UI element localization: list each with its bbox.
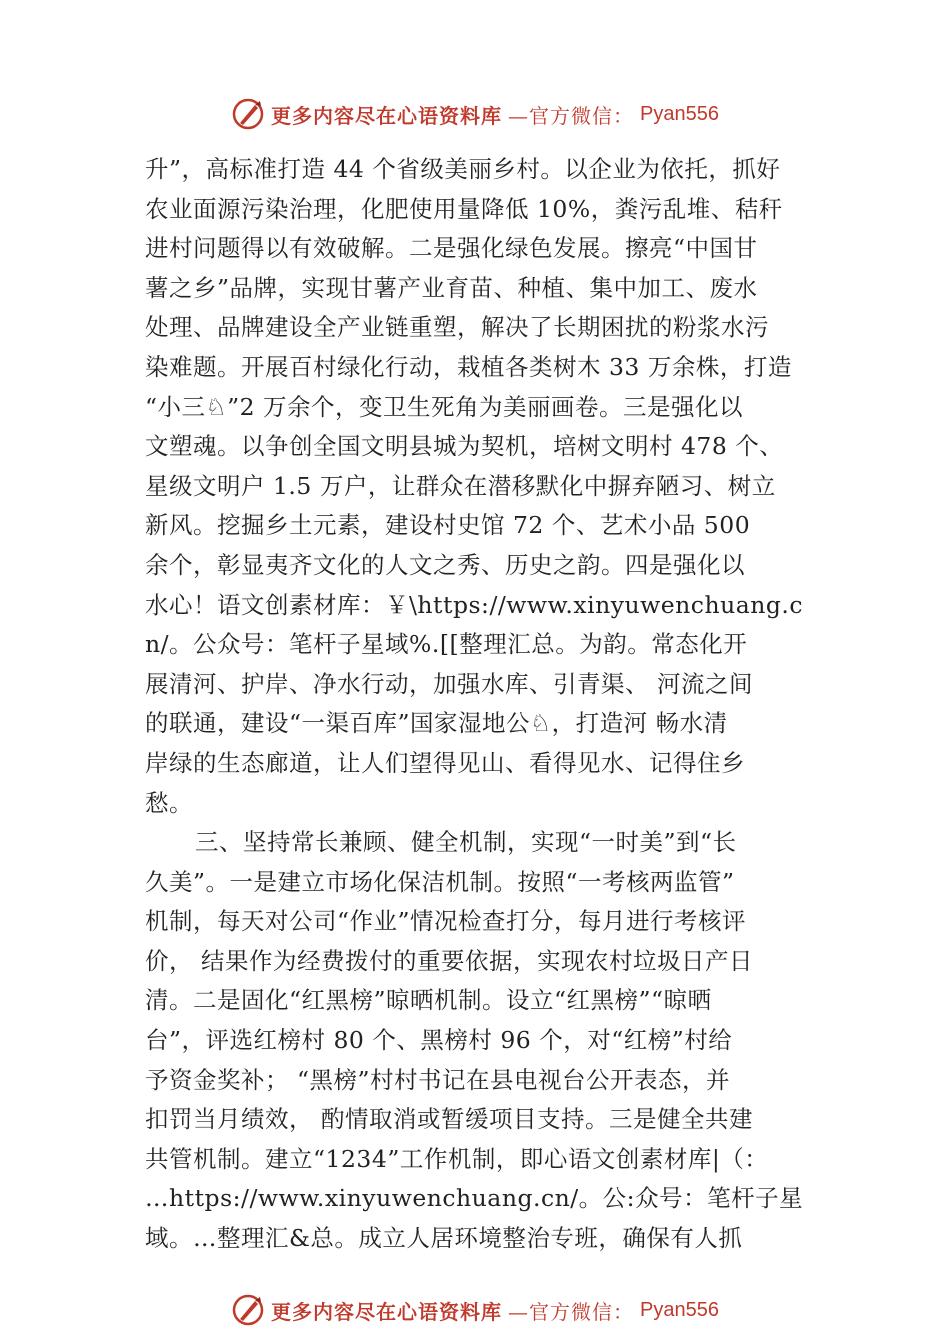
text-line: 愁。 xyxy=(145,788,193,817)
text-line: 扣罚当月绩效， 酌情取消或暂缓项目支持。三是健全共建 xyxy=(145,1105,753,1134)
text-line: 岸绿的生态廊道，让人们望得见山、看得见水、记得住乡 xyxy=(145,748,745,777)
text-line: 价， 结果作为经费拨付的重要依据，实现农村垃圾日产日 xyxy=(145,946,753,975)
text-line: 新风。挖掘乡土元素，建设村史馆 72 个、艺术小品 500 xyxy=(145,511,751,540)
text-line: n/。公众号：笔杆子星域%.[[整理汇总。为韵。常态化开 xyxy=(145,630,748,659)
banner-wechat-id: Pyan556 xyxy=(640,102,719,125)
text-line: 展清河、护岸、净水行动，加强水库、引青渠、 河流之间 xyxy=(145,669,753,698)
header-banner xyxy=(0,94,950,134)
text-line: 的联通，建设“一渠百库”国家湿地公♘，打造河 畅水清 xyxy=(145,709,728,738)
text-line: 久美”。一是建立市场化保洁机制。按照“一考核两监管” xyxy=(145,867,735,896)
text-line: “小三♘”2 万余个，变卫生死角为美丽画卷。三是强化以 xyxy=(145,392,744,421)
text-line: 机制，每天对公司“作业”情况检查打分，每月进行考核评 xyxy=(145,907,747,936)
banner-sub-text: —官方微信： xyxy=(508,1299,635,1324)
text-line: 台”，评选红榜村 80 个、黑榜村 96 个，对“红榜”村给 xyxy=(145,1026,733,1055)
text-line: 处理、品牌建设全产业链重塑，解决了长期困扰的粉浆水污 xyxy=(145,313,769,342)
text-line: 薯之乡”品牌，实现甘薯产业育苗、种植、集中加工、废水 xyxy=(145,273,758,302)
text-line: 域。…整理汇&总。成立人居环境整治专班，确保有人抓 xyxy=(145,1224,743,1253)
text-line: 水心！语文创素材库：￥\https://www.xinyuwenchuang.c xyxy=(145,590,804,619)
text-line: 三、坚持常长兼顾、健全机制，实现“一时美”到“长 xyxy=(195,828,737,857)
banner-main-text: 更多内容尽在心语资料库 xyxy=(271,103,503,128)
text-line: 共管机制。建立“1234”工作机制，即心语文创素材库|（： xyxy=(145,1144,769,1173)
quill-pen-logo-icon xyxy=(231,97,265,131)
text-line: 农业面源污染治理，化肥使用量降低 10%，粪污乱堆、秸秆 xyxy=(145,194,783,223)
text-line: 余个，彰显夷齐文化的人文之秀、历史之韵。四是强化以 xyxy=(145,550,745,579)
banner-sub-text: —官方微信： xyxy=(508,103,635,128)
text-line: 进村问题得以有效破解。二是强化绿色发展。擦亮“中国甘 xyxy=(145,234,758,263)
text-line: 清。二是固化“红黑榜”晾晒机制。设立“红黑榜”“晾晒 xyxy=(145,986,712,1015)
paragraph xyxy=(145,823,815,1259)
paragraph xyxy=(145,150,815,823)
document-body xyxy=(145,150,815,1259)
text-line: …https://www.xinyuwenchuang.cn/。公:众号：笔杆子星 xyxy=(145,1184,804,1213)
text-line: 文塑魂。以争创全国文明县城为契机，培树文明村 478 个、 xyxy=(145,432,784,461)
banner-wechat-id: Pyan556 xyxy=(640,1298,719,1321)
quill-pen-logo-icon xyxy=(231,1293,265,1327)
text-line: 星级文明户 1.5 万户，让群众在潜移默化中摒弃陋习、树立 xyxy=(145,471,776,500)
text-line: 染难题。开展百村绿化行动，栽植各类树木 33 万余株，打造 xyxy=(145,352,792,381)
text-line: 予资金奖补； “黑榜”村村书记在县电视台公开表态，并 xyxy=(145,1065,730,1094)
text-line: 升”，高标准打造 44 个省级美丽乡村。以企业为依托，抓好 xyxy=(145,155,781,183)
footer-banner xyxy=(0,1290,950,1330)
banner-main-text: 更多内容尽在心语资料库 xyxy=(271,1299,503,1324)
